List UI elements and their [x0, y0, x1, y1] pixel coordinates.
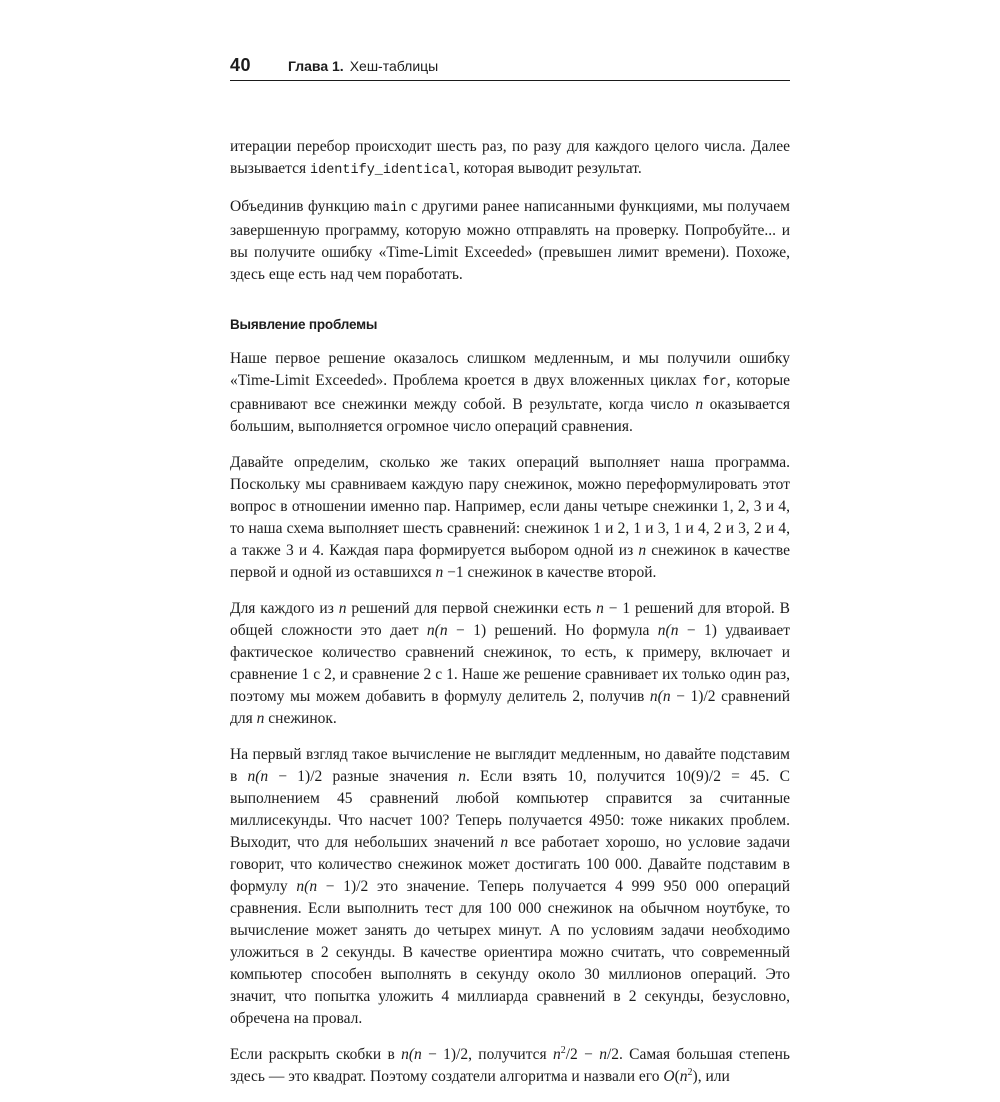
paragraph-2: Объединив функцию main с другими ранее написанными функциями, мы получаем завершенную программу, которую можно отправлять на проверку. Попробуйте... и вы получите ошибку «Time-Limit Exceeded» (превышен лимит времени). Похоже, здесь еще есть над чем поработать.	[230, 198, 790, 283]
body-text	[230, 136, 790, 1088]
inline-code: main	[373, 201, 407, 216]
chapter-label: Глава 1.	[288, 58, 344, 74]
paragraph-7: Если раскрыть скобки в n(n − 1)/2, получится $n^2/2 - n/2$. Самая большая степень здесь — это квадрат. Поэтому создатели алгоритма и назвали его $O(n^2)$, или	[230, 1044, 790, 1085]
inline-code: identify_identical	[310, 163, 456, 178]
paragraph-5: Для каждого из n решений для первой снежинки есть n − 1 решений для второй. В общей сложности это дает n(n − 1) решений. Но формула n(n − 1) удваивает фактическое количество сравнений снежинок, то есть, к примеру, включает и сравнение 1 с 2, и сравнение 2 с 1. Наше же решение сравнивает их только один раз, поэтому мы можем добавить в формулу делитель 2, получив n(n − 1)/2 сравнений для n снежинок.	[230, 600, 790, 727]
chapter-name: Хеш-таблицы	[349, 58, 439, 74]
section-heading: Выявление проблемы	[230, 317, 378, 332]
paragraph-1: итерации перебор происходит шесть раз, по разу для каждого целого числа. Далее вызывается identify_identical, которая выводит результат.	[230, 138, 790, 178]
paragraph-3: Наше первое решение оказалось слишком медленным, и мы получили ошибку «Time-Limit Exceeded». Проблема кроется в двух вложенных циклах for, которые сравнивают все снежинки между собой. В результате, когда число n оказывается большим, выполняется огромное число операций сравнения.	[230, 350, 790, 435]
inline-code: for	[702, 375, 727, 390]
paragraph-6: На первый взгляд такое вычисление не выглядит медленным, но давайте подставим в n(n − 1)/2 разные значения n. Если взять 10, получится 10(9)/2 = 45. С выполнением 45 сравнений любой компьютер справится за считанные миллисекунды. Что насчет 100? Теперь получается 4950: тоже никаких проблем. Выходит, что для небольших значений n все работает хорошо, но условие задачи говорит, что количество снежинок может достигать 100 000. Давайте подставим в формулу n(n − 1)/2 это значение. Теперь получается 4 999 950 000 операций сравнения. Если выполнить тест для 100 000 снежинок на обычном ноутбуке, то вычисление может занять до четырех минут. А по условиям задачи необходимо уложиться в 2 секунды. В качестве ориентира можно считать, что современный компьютер способен выполнять в секунду около 30 миллионов операций. Это значит, что попытка уложить 4 миллиарда сравнений в 2 секунды, безусловно, обречена на провал.	[230, 746, 791, 1027]
chapter-title	[288, 58, 438, 74]
running-header	[230, 55, 790, 81]
paragraph-4: Давайте определим, сколько же таких операций выполняет наша программа. Поскольку мы сравниваем каждую пару снежинок, можно переформулировать этот вопрос в отношении именно пар. Например, если даны четыре снежинки 1, 2, 3 и 4, то наша схема выполняет шесть сравнений: снежинок 1 и 2, 1 и 3, 1 и 4, 2 и 3, 2 и 4, а также 3 и 4. Каждая пара формируется выбором одной из n снежинок в качестве первой и одной из оставшихся n −1 снежинок в качестве второй.	[230, 454, 790, 581]
book-page	[230, 55, 790, 1102]
page-number: 40	[230, 55, 252, 75]
